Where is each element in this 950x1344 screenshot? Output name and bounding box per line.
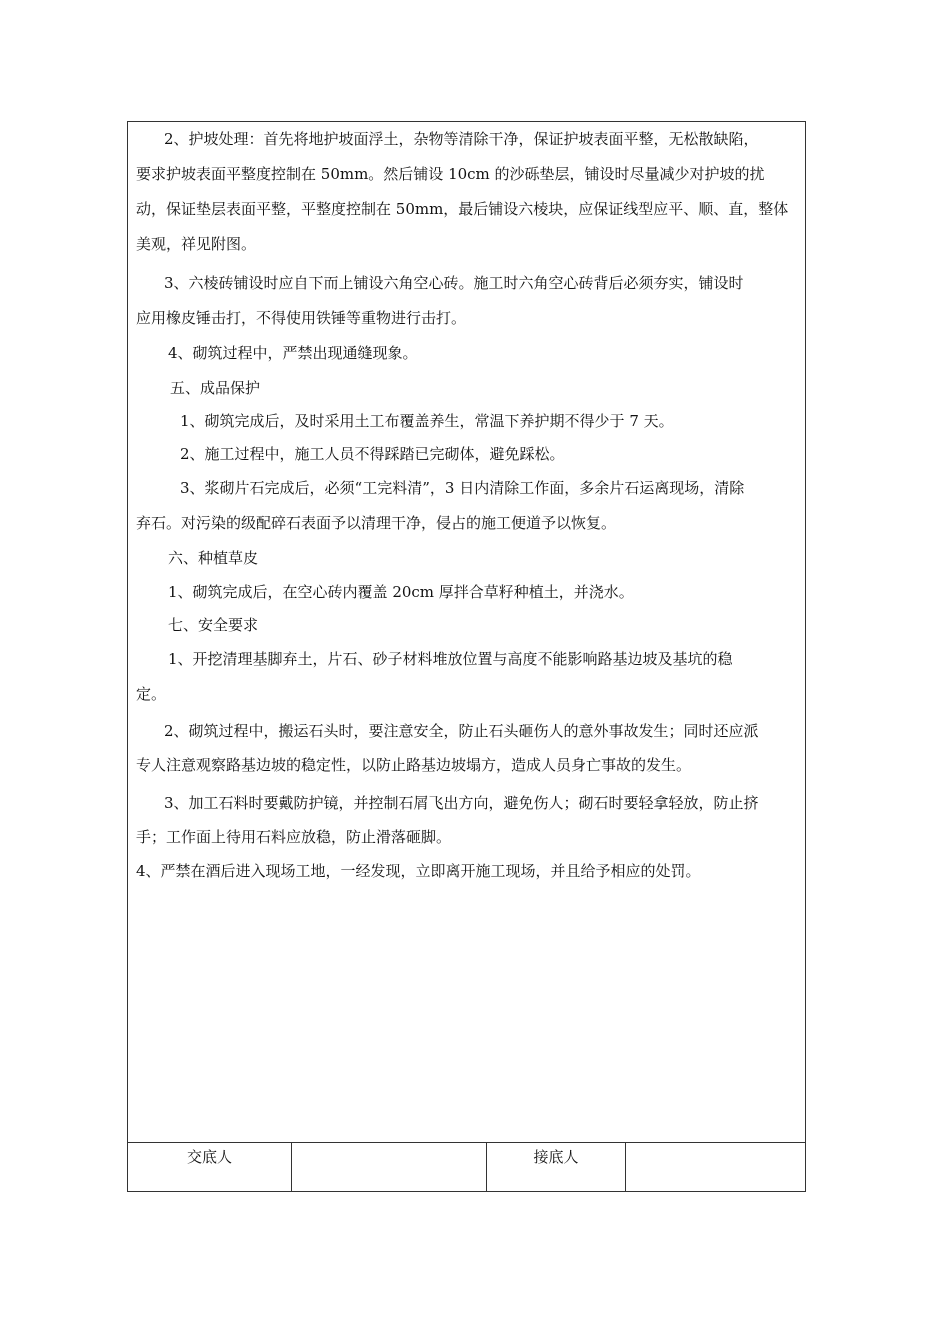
handover-label-cell xyxy=(128,1143,292,1191)
receiver-value-cell[interactable] xyxy=(626,1143,805,1191)
section-heading: 六、种植草皮 xyxy=(168,549,259,567)
paragraph-line: 1、砌筑完成后，及时采用土工布覆盖养生，常温下养护期不得少于 7 天。 xyxy=(180,412,674,430)
paragraph-line: 3、六棱砖铺设时应自下而上铺设六角空心砖。施工时六角空心砖背后必须夯实，铺设时 xyxy=(164,274,744,292)
paragraph-line: 4、砌筑过程中，严禁出现通缝现象。 xyxy=(168,344,418,362)
disclosure-table xyxy=(127,121,806,1192)
paragraph-line: 2、施工过程中，施工人员不得踩踏已完砌体，避免踩松。 xyxy=(180,445,565,463)
paragraph-line: 定。 xyxy=(136,685,167,703)
paragraph-line: 手；工作面上待用石料应放稳，防止滑落砸脚。 xyxy=(136,828,452,846)
paragraph-line: 4、严禁在酒后进入现场工地，一经发现，立即离开施工现场，并且给予相应的处罚。 xyxy=(136,862,701,880)
paragraph-line: 美观，祥见附图。 xyxy=(136,235,257,253)
paragraph-line: 应用橡皮锤击打，不得使用铁锤等重物进行击打。 xyxy=(136,309,467,327)
section-heading: 七、安全要求 xyxy=(168,616,259,634)
receiver-label: 接底人 xyxy=(533,1148,579,1166)
paragraph-line: 1、开挖清理基脚弃土，片石、砂子材料堆放位置与高度不能影响路基边坡及基坑的稳 xyxy=(168,650,733,668)
paragraph-line: 3、浆砌片石完成后，必须“工完料清”，3 日内清除工作面，多余片石运离现场，清除 xyxy=(180,479,745,497)
receiver-label-cell xyxy=(487,1143,626,1191)
paragraph-line: 3、加工石料时要戴防护镜，并控制石屑飞出方向，避免伤人；砌石时要轻拿轻放，防止挤 xyxy=(164,794,759,812)
paragraph-line: 1、砌筑完成后，在空心砖内覆盖 20cm 厚拌合草籽种植土，并浇水。 xyxy=(168,583,634,601)
section-heading: 五、成品保护 xyxy=(170,379,261,397)
content-cell xyxy=(128,122,805,1143)
handover-value-cell[interactable] xyxy=(292,1143,487,1191)
paragraph-line: 动，保证垫层表面平整，平整度控制在 50mm，最后铺设六棱块，应保证线型应平、顺、直，整体 xyxy=(136,200,789,218)
handover-label: 交底人 xyxy=(186,1148,232,1166)
paragraph-line: 弃石。对污染的级配碎石表面予以清理干净，侵占的施工便道予以恢复。 xyxy=(136,514,617,532)
paragraph-line: 2、砌筑过程中，搬运石头时，要注意安全，防止石头砸伤人的意外事故发生；同时还应派 xyxy=(164,722,759,740)
paragraph-line: 2、护坡处理：首先将地护坡面浮土，杂物等清除干净，保证护坡表面平整，无松散缺陷， xyxy=(164,130,759,148)
signature-row xyxy=(128,1143,805,1191)
paragraph-line: 要求护坡表面平整度控制在 50mm。然后铺设 10cm 的沙砾垫层，铺设时尽量减少对护坡的扰 xyxy=(136,165,765,183)
paragraph-line: 专人注意观察路基边坡的稳定性，以防止路基边坡塌方，造成人员身亡事故的发生。 xyxy=(136,756,692,774)
